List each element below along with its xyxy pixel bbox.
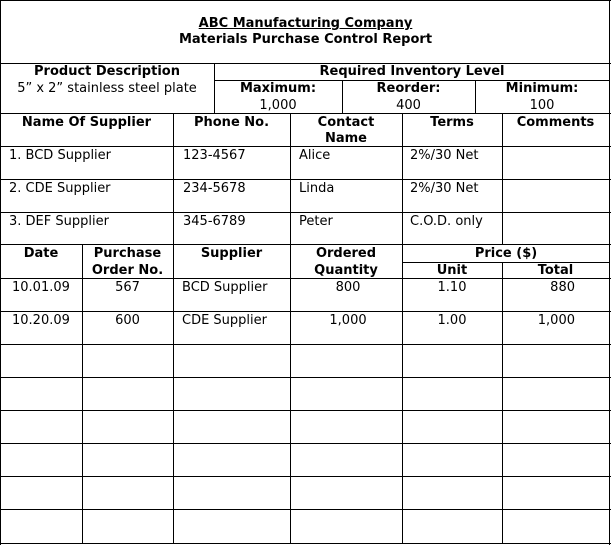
order-row-unit-price: 1.10 xyxy=(437,280,467,295)
divider xyxy=(402,113,403,244)
divider xyxy=(502,113,503,244)
order-row-quantity: 1,000 xyxy=(329,313,367,328)
col-header-phone: Phone No. xyxy=(193,115,270,130)
supplier-row-terms: C.O.D. only xyxy=(410,214,483,229)
order-row-po: 567 xyxy=(115,280,140,295)
divider xyxy=(0,410,611,411)
col-header-date: Date xyxy=(23,246,59,261)
col-header-purchase-order: Purchase xyxy=(93,246,162,261)
frame-top xyxy=(0,0,611,1)
col-header-total-price: Total xyxy=(537,263,574,278)
supplier-row-name: 3. DEF Supplier xyxy=(9,214,109,229)
col-header-terms: Terms xyxy=(430,115,474,130)
col-header-supplier: Supplier xyxy=(200,246,263,261)
supplier-row-terms: 2%/30 Net xyxy=(410,148,479,163)
col-header-price: Price ($) xyxy=(474,246,538,261)
order-row-supplier: CDE Supplier xyxy=(182,313,267,328)
order-row-total: 1,000 xyxy=(537,313,575,328)
divider xyxy=(0,443,611,444)
col-header-ordered-quantity-line2: Quantity xyxy=(314,263,378,278)
report-title: Materials Purchase Control Report xyxy=(178,32,433,47)
frame-bottom xyxy=(0,543,611,544)
divider xyxy=(0,476,611,477)
frame-right xyxy=(609,0,610,545)
order-row-supplier: BCD Supplier xyxy=(182,280,268,295)
divider xyxy=(0,377,611,378)
product-description-value: 5” x 2” stainless steel plate xyxy=(17,81,197,96)
col-header-comments: Comments xyxy=(516,115,595,130)
supplier-row-phone: 345-6789 xyxy=(183,214,246,229)
supplier-row-phone: 123-4567 xyxy=(183,148,246,163)
supplier-row-contact: Linda xyxy=(299,181,335,196)
col-header-unit-price: Unit xyxy=(436,263,468,278)
order-row-date: 10.01.09 xyxy=(12,280,70,295)
product-description-header: Product Description xyxy=(34,64,180,79)
inventory-level-header: Required Inventory Level xyxy=(319,64,505,79)
supplier-row-terms: 2%/30 Net xyxy=(410,181,479,196)
col-header-ordered-quantity: Ordered xyxy=(315,246,377,261)
reorder-label: Reorder: xyxy=(376,81,441,96)
col-header-purchase-order-line2: Order No. xyxy=(91,263,164,278)
maximum-label: Maximum: xyxy=(239,81,317,96)
minimum-value: 100 xyxy=(529,98,555,113)
company-name: ABC Manufacturing Company xyxy=(198,16,413,31)
col-header-contact: Contact xyxy=(317,115,375,130)
order-row-po: 600 xyxy=(115,313,140,328)
order-row-unit-price: 1.00 xyxy=(437,313,467,328)
divider xyxy=(173,113,174,244)
supplier-row-phone: 234-5678 xyxy=(183,181,246,196)
maximum-value: 1,000 xyxy=(259,98,297,113)
supplier-row-contact: Alice xyxy=(299,148,331,163)
col-header-contact-line2: Name xyxy=(324,131,367,146)
reorder-value: 400 xyxy=(396,98,421,113)
order-row-total: 880 xyxy=(550,280,575,295)
order-row-quantity: 800 xyxy=(335,280,361,295)
col-header-supplier-name: Name Of Supplier xyxy=(21,115,152,130)
divider xyxy=(0,509,611,510)
supplier-row-name: 1. BCD Supplier xyxy=(9,148,112,163)
minimum-label: Minimum: xyxy=(505,81,579,96)
divider xyxy=(173,244,174,544)
divider xyxy=(502,262,503,544)
supplier-row-name: 2. CDE Supplier xyxy=(9,181,111,196)
divider xyxy=(0,344,611,345)
order-row-date: 10.20.09 xyxy=(12,313,70,328)
supplier-row-contact: Peter xyxy=(299,214,333,229)
